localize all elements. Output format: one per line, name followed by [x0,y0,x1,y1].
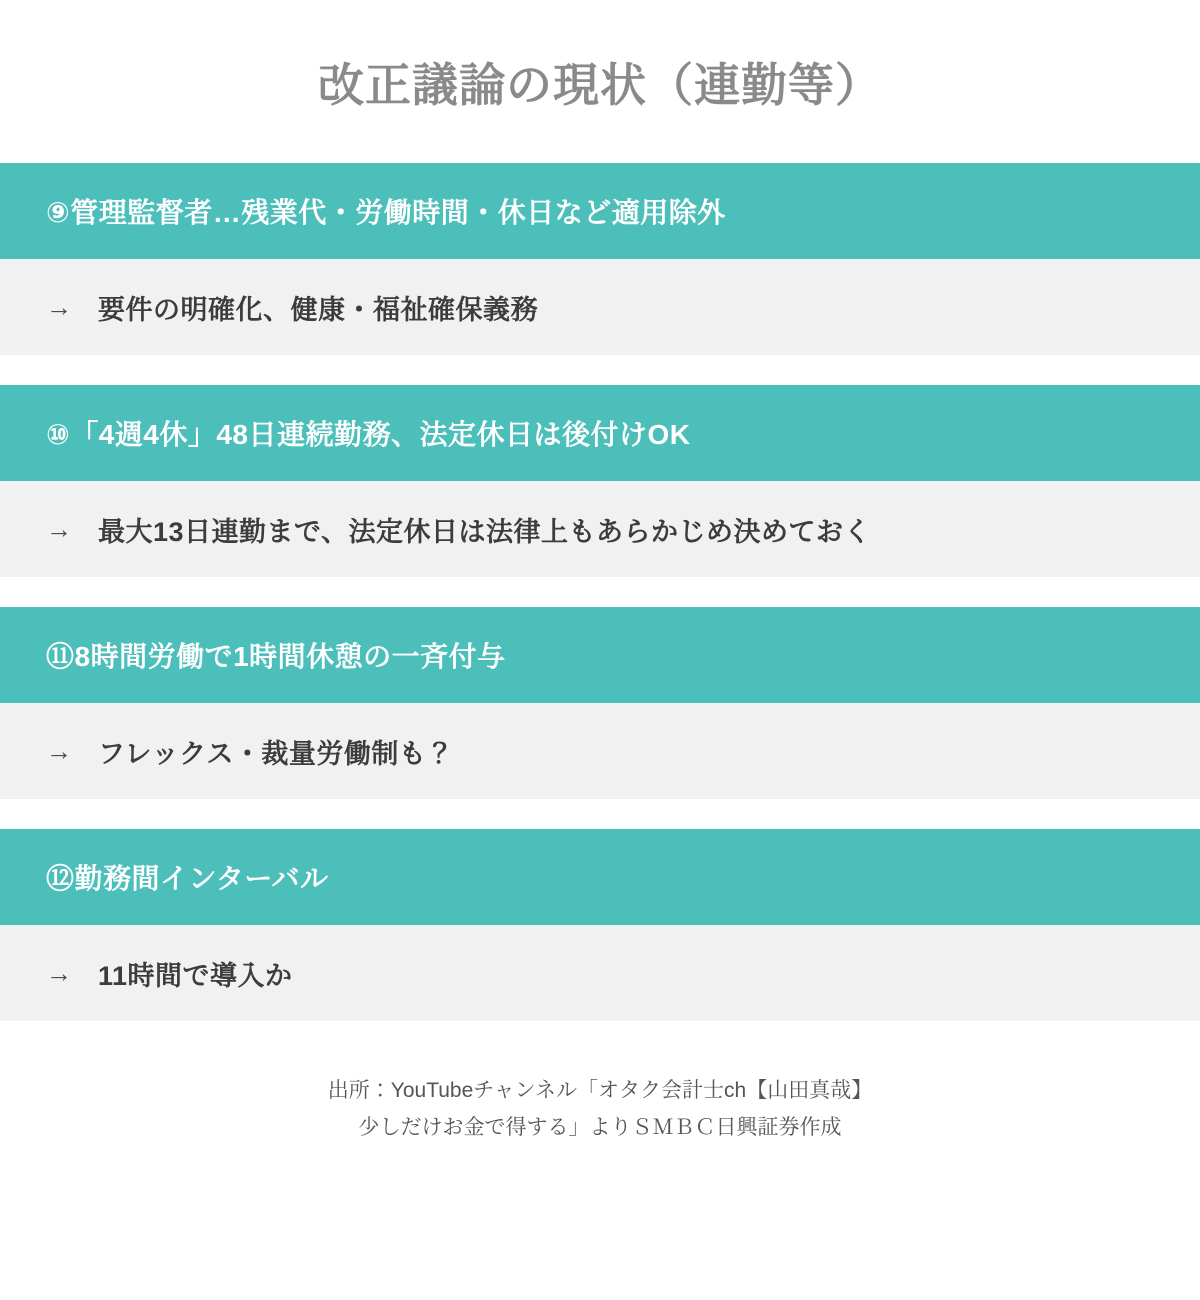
section-detail-text: フレックス・裁量労働制も？ [98,738,454,769]
section-detail-text: 11時間で導入か [98,960,293,991]
arrow-icon: → [46,736,72,767]
section-item [0,829,1200,1021]
page-title: 改正議論の現状（連勤等） [318,59,882,111]
arrow-icon: → [46,958,72,989]
source-note [0,1073,1200,1147]
section-item [0,385,1200,577]
arrow-icon: → [46,292,72,323]
section-detail-text: 最大13日連勤まで、法定休日は法律上もあらかじめ決めておく [98,516,871,547]
section-heading: ⑫勤務間インターバル [0,829,1200,925]
section-list [0,163,1200,1021]
section-detail-text: 要件の明確化、健康・福祉確保義務 [98,294,538,325]
section-heading: ⑩「4週4休」48日連続勤務、法定休日は後付けOK [0,385,1200,481]
section-detail-row [0,259,1200,355]
section-item [0,163,1200,355]
section-heading: ⑪8時間労働で1時間休憩の一斉付与 [0,607,1200,703]
section-detail-row [0,481,1200,577]
section-detail-row [0,925,1200,1021]
section-item [0,607,1200,799]
arrow-icon: → [46,514,72,545]
source-line-1: 出所：YouTubeチャンネル「オタク会計士ch【山田真哉】 [327,1079,873,1103]
section-heading: ⑨管理監督者…残業代・労働時間・休日など適用除外 [0,163,1200,259]
source-line-2: 少しだけお金で得する」よりＳＭＢＣ日興証券作成 [358,1115,842,1139]
section-detail-row [0,703,1200,799]
